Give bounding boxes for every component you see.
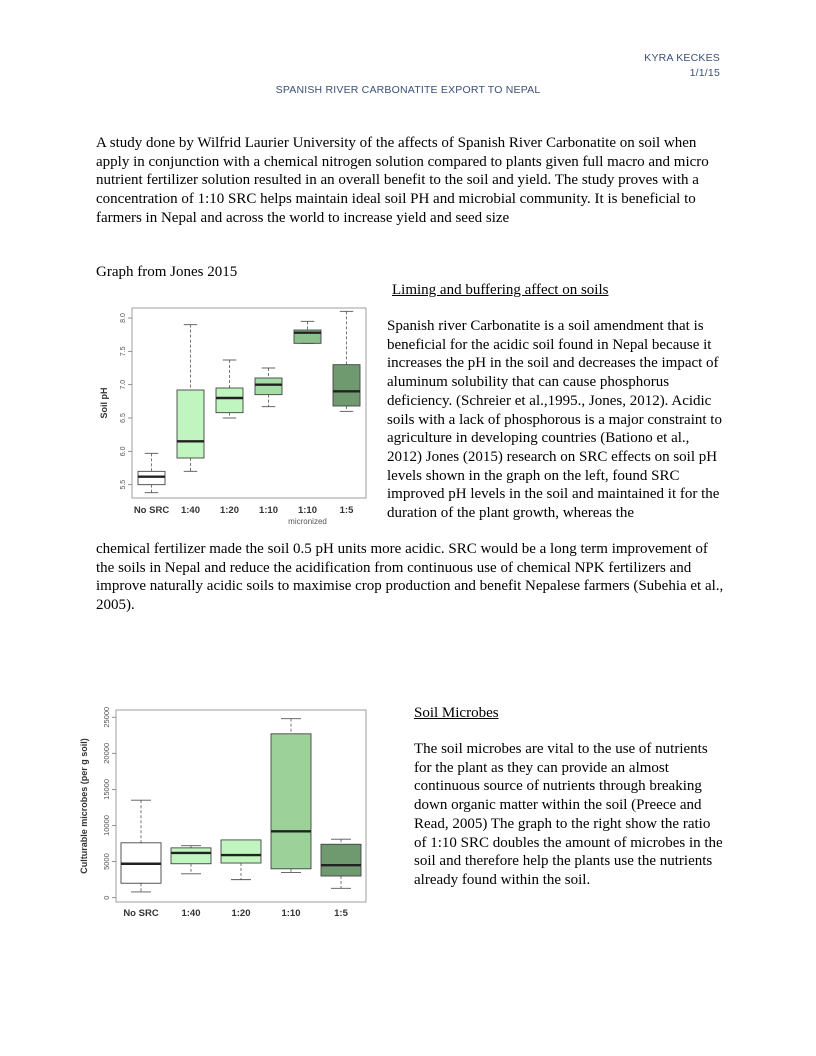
box-body: [271, 734, 311, 869]
intro-paragraph: A study done by Wilfrid Laurier University of the affects of Spanish River Carbonatite on soil when apply in conjunction with a chemical nitrogen solution compared to plants given full macro and micro nutrient fertilizer solution resulted in an overall benefit to the soil and yield. The study proves with a concentration of 1:10 SRC helps maintain ideal soil PH and microbial community. It is beneficial to farmers in Nepal and across the world to increase yield and seed size: [96, 135, 709, 226]
box-2: [221, 840, 261, 880]
liming-heading: Liming and buffering affect on soils: [392, 282, 609, 298]
box-0: [121, 800, 161, 892]
box-4: [321, 839, 361, 888]
y-tick-label: 5.5: [120, 479, 127, 490]
x-category-label: No SRC: [133, 505, 170, 516]
x-sublabel: micronized: [288, 517, 327, 526]
box-3: [255, 368, 282, 407]
y-axis-label: Culturable microbes (per g soil): [79, 738, 89, 874]
graph-caption: Graph from Jones 2015: [96, 264, 238, 280]
x-category-label: 1:20: [219, 505, 240, 516]
box-body: [138, 471, 165, 484]
box-4: [294, 321, 321, 343]
box-2: [216, 360, 243, 418]
x-category-label: 1:20: [231, 908, 251, 919]
y-tick-label: 8.0: [120, 313, 127, 323]
box-body: [255, 378, 282, 395]
box-3: [271, 719, 311, 873]
y-tick-label: 6.0: [120, 446, 127, 457]
y-tick-label: 15000: [102, 778, 111, 800]
x-category-label: 1:40: [181, 908, 201, 919]
x-category-label: 1:5: [334, 908, 348, 919]
x-category-label: 1:40: [180, 505, 201, 516]
box-0: [138, 453, 165, 492]
y-tick-label: 7.5: [120, 346, 127, 357]
plot-frame: [132, 308, 366, 498]
x-category-label: 1:10: [258, 505, 279, 516]
box-body: [171, 848, 211, 864]
liming-paragraph-continued: chemical fertilizer made the soil 0.5 pH units more acidic. SRC would be a long term improvement of the soils in Nepal and reduce the acidification from continuous use of chemical NPK fertilizers and improve naturally acidic soils to maximise crop production and benefit Nepalese farmers (Subehia et al., 2005).: [96, 541, 724, 614]
y-tick-label: 5000: [102, 853, 111, 870]
y-tick-label: 20000: [102, 742, 111, 764]
author-name: KYRA KECKES: [644, 52, 720, 64]
box-body: [216, 388, 243, 413]
document-date: 1/1/15: [689, 67, 720, 79]
soil-ph-boxplot: [98, 300, 376, 532]
box-body: [333, 365, 360, 406]
x-category-label: 1:5: [339, 505, 354, 516]
box-body: [221, 840, 261, 863]
box-5: [333, 311, 360, 411]
x-category-label: No SRC: [123, 908, 159, 919]
box-body: [321, 844, 361, 876]
y-axis-label: Soil pH: [99, 387, 109, 419]
liming-paragraph: Spanish river Carbonatite is a soil amendment that is beneficial for the acidic soil found in Nepal because it increases the pH in the soil and decreases the impact of aluminum solubility that can cause phosphorus deficiency. (Schreier et al.,1995., Jones, 2012). Acidic soils with a lack of phosphorous is a major constraint to agriculture in developing countries (Bationo et al., 2012) Jones (2015) research on SRC effects on soil pH levels shown in the graph on the left, found SRC improved pH levels in the soil and maintained it for the duration of the plant growth, whereas the: [387, 318, 722, 522]
y-tick-label: 10000: [102, 815, 111, 836]
box-1: [177, 325, 204, 472]
box-1: [171, 846, 211, 874]
microbes-heading: Soil Microbes: [414, 705, 499, 721]
y-tick-label: 0: [102, 895, 111, 900]
soil-microbes-boxplot: [76, 704, 370, 928]
y-tick-label: 7.0: [120, 379, 127, 390]
document-title: SPANISH RIVER CARBONATITE EXPORT TO NEPAL: [275, 84, 541, 96]
box-body: [177, 390, 204, 458]
y-tick-label: 6.5: [120, 413, 127, 423]
y-tick-label: 25000: [102, 706, 111, 728]
x-category-label: 1:10: [297, 505, 318, 516]
x-category-label: 1:10: [281, 908, 301, 919]
microbes-paragraph: The soil microbes are vital to the use of nutrients for the plant as they can provide an almost continuous source of nutrients through breaking down organic matter within the soil (Preece and Read, 2005) The graph to the right show the ratio of 1:10 SRC doubles the amount of microbes in the soil and therefore help the plants use the nutrients already found within the soil.: [414, 741, 723, 888]
